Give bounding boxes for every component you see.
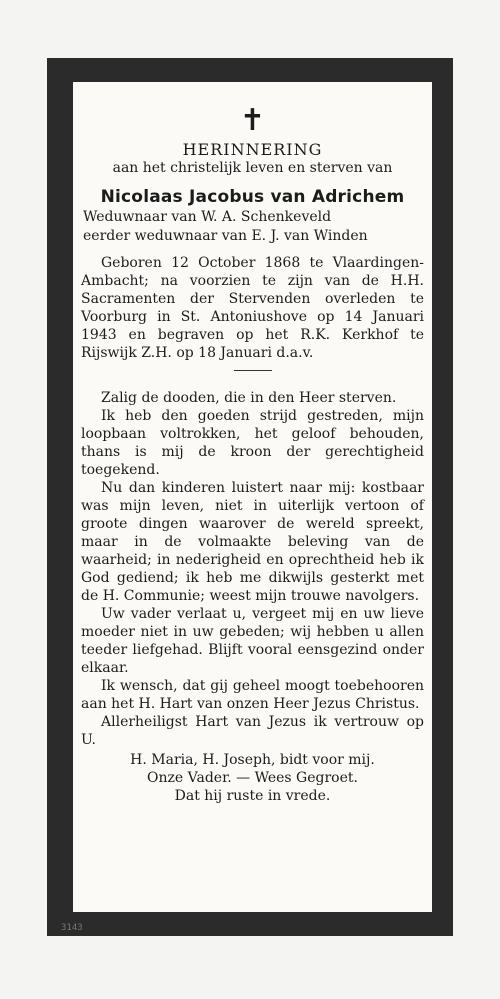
memorial-paragraph: Zalig de dooden, die in den Heer sterven.: [101, 390, 397, 406]
memorial-paragraph: Uw vader verlaat u, vergeet mij en uw lieve moeder niet in uw gebeden; wij hebben u allen teeder liefgehad. Blijft vooral eensgezind onder elkaar.: [81, 606, 424, 676]
print-mark: 3143: [61, 923, 83, 933]
memorial-card: [47, 58, 453, 936]
deceased-name: Nicolaas Jacobus van Adrichem: [100, 187, 405, 207]
divider-line: [234, 370, 272, 371]
memorial-paragraph: Ik heb den goeden strijd gestreden, mijn loopbaan voltrokken, het geloof behouden, thans is mij de kroon der gerechtigheid toegekend.: [81, 408, 424, 478]
memorial-paragraph: Allerheiligst Hart van Jezus ik vertrouw op U.: [81, 714, 424, 748]
memorial-paragraph: Ik wensch, dat gij geheel moogt toebehooren aan het H. Hart van onzen Heer Jezus Christus.: [81, 678, 424, 712]
card-heading: HERINNERING: [182, 140, 323, 159]
card-inner-panel: [73, 82, 432, 912]
prayer-line: Dat hij ruste in vrede.: [174, 788, 331, 804]
biography-paragraph: Geboren 12 October 1868 te Vlaardingen-Ambacht; na voorzien te zijn van de H.H. Sacramenten der Stervenden overleden te Voorburg in St. Antoniushove op 14 Januari 1943 en begraven op het R.K. Kerkhof te Rijswijk Z.H. op 18 Januari d.a.v.: [81, 255, 424, 361]
prayer-line: Onze Vader. — Wees Gegroet.: [147, 770, 358, 786]
prayer-lines: [79, 751, 426, 805]
card-subheading: aan het christelijk leven en sterven van: [112, 160, 393, 176]
prayer-line: H. Maria, H. Joseph, bidt voor mij.: [130, 752, 375, 768]
memorial-texts: [79, 389, 426, 749]
family-line-widower: Weduwnaar van W. A. Schenkeveld: [83, 209, 332, 225]
cross-icon: ✝: [239, 103, 266, 138]
family-line-previous: eerder weduwnaar van E. J. van Winden: [83, 228, 368, 244]
memorial-paragraph: Nu dan kinderen luistert naar mij: kostbaar was mijn leven, niet in uiterlijk vertoon of groote dingen waarover de wereld spreekt, maar in de volmaakte beleving van de waarheid; in nederigheid en oprechtheid heb ik God gediend; ik heb me dikwijls gesterkt met de H. Communie; weest mijn trouwe navolgers.: [81, 480, 424, 604]
